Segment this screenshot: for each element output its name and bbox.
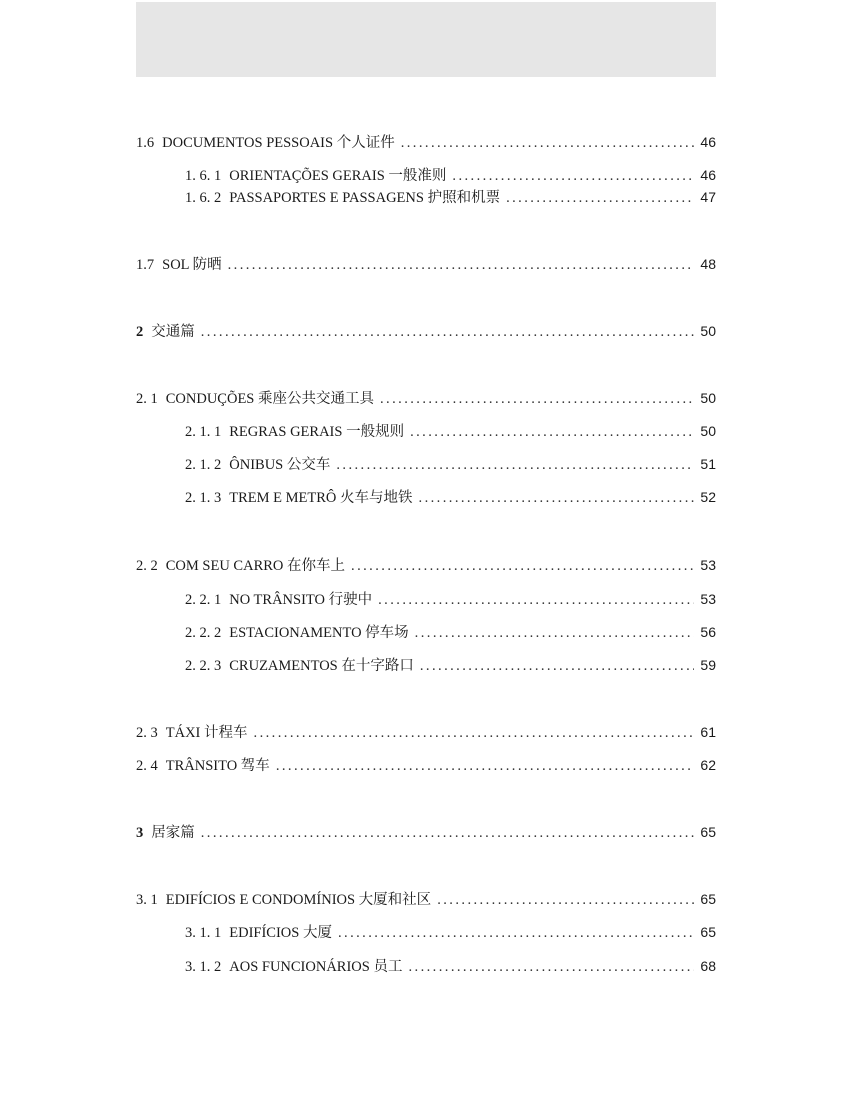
dot-leader bbox=[276, 756, 695, 776]
toc-entry-page: 62 bbox=[700, 757, 716, 773]
toc-entry-2-4[interactable] bbox=[136, 755, 716, 775]
toc-entry-title: ÔNIBUS 公交车 bbox=[229, 457, 331, 473]
toc-entry-title: NO TRÂNSITO 行驶中 bbox=[229, 592, 373, 608]
toc-entry-title: AOS FUNCIONÁRIOS 员工 bbox=[229, 959, 403, 975]
dot-leader bbox=[415, 623, 695, 643]
toc-entry-page: 50 bbox=[700, 423, 716, 439]
toc-entry-number: 2. 3 bbox=[136, 725, 158, 741]
toc-entry-number: 1. 6. 1 bbox=[185, 168, 222, 184]
toc-entry-page: 61 bbox=[700, 724, 716, 740]
dot-leader bbox=[506, 188, 694, 208]
toc-entry-number: 2. 2. 1 bbox=[185, 592, 222, 608]
toc-entry-title: TRÂNSITO 驾车 bbox=[165, 758, 270, 774]
toc-entry-page: 50 bbox=[700, 390, 716, 406]
toc-entry-number: 1. 6. 2 bbox=[185, 190, 222, 206]
toc-entry-number: 3. 1. 2 bbox=[185, 959, 222, 975]
toc-entry-title: REGRAS GERAIS 一般规则 bbox=[229, 424, 405, 440]
dot-leader bbox=[336, 455, 694, 475]
toc-entry-number: 2. 4 bbox=[136, 758, 158, 774]
toc-entry-2-1[interactable] bbox=[136, 388, 716, 408]
dot-leader bbox=[452, 166, 694, 186]
toc-entry-title: PASSAPORTES E PASSAGENS 护照和机票 bbox=[229, 190, 501, 206]
toc-entry-number: 3. 1. 1 bbox=[185, 925, 222, 941]
toc-entry-2-1-2[interactable] bbox=[185, 454, 716, 474]
dot-leader bbox=[338, 923, 694, 943]
toc-entry-3-1-1[interactable] bbox=[185, 922, 716, 942]
dot-leader bbox=[380, 389, 694, 409]
dot-leader bbox=[437, 890, 694, 910]
toc-entry-number: 2. 2. 3 bbox=[185, 658, 222, 674]
toc-entry-number: 2. 1. 1 bbox=[185, 424, 222, 440]
toc-entry-title: EDIFÍCIOS 大厦 bbox=[229, 925, 332, 941]
toc-entry-page: 65 bbox=[700, 891, 716, 907]
toc-entry-number: 3 bbox=[136, 825, 144, 841]
toc-entry-2-2-1[interactable] bbox=[185, 589, 716, 609]
toc-entry-3-1-2[interactable] bbox=[185, 956, 716, 976]
toc-entry-page: 53 bbox=[700, 591, 716, 607]
toc-entry-page: 53 bbox=[700, 557, 716, 573]
dot-leader bbox=[201, 322, 695, 342]
toc-entry-2-2[interactable] bbox=[136, 555, 716, 575]
dot-leader bbox=[201, 823, 695, 843]
toc-entry-1-6[interactable] bbox=[136, 132, 716, 152]
toc-chapter-2[interactable] bbox=[136, 321, 716, 341]
dot-leader bbox=[254, 723, 695, 743]
toc-entry-title: ESTACIONAMENTO 停车场 bbox=[229, 625, 409, 641]
toc-entry-page: 47 bbox=[700, 189, 716, 205]
toc-entry-title: 交通篇 bbox=[151, 324, 195, 340]
toc-entry-1-6-1[interactable] bbox=[185, 165, 716, 185]
toc-entry-title: CONDUÇÕES 乘座公共交通工具 bbox=[165, 391, 374, 407]
toc-entry-2-2-2[interactable] bbox=[185, 622, 716, 642]
dot-leader bbox=[351, 556, 694, 576]
toc-entry-page: 46 bbox=[700, 134, 716, 150]
toc-entry-page: 51 bbox=[700, 456, 716, 472]
toc-entry-page: 59 bbox=[700, 657, 716, 673]
toc-entry-number: 2. 2. 2 bbox=[185, 625, 222, 641]
dot-leader bbox=[420, 656, 695, 676]
toc-entry-title: EDIFÍCIOS E CONDOMÍNIOS 大厦和社区 bbox=[165, 892, 432, 908]
toc-entry-number: 2 bbox=[136, 324, 144, 340]
dot-leader bbox=[378, 590, 694, 610]
toc-entry-number: 2. 1 bbox=[136, 391, 158, 407]
toc-entry-title: COM SEU CARRO 在你车上 bbox=[165, 558, 346, 574]
page-header-band bbox=[136, 2, 716, 77]
toc-entry-page: 65 bbox=[700, 924, 716, 940]
toc-entry-page: 48 bbox=[700, 256, 716, 272]
toc-entry-title: TÁXI 计程车 bbox=[165, 725, 248, 741]
toc-entry-2-1-1[interactable] bbox=[185, 421, 716, 441]
toc-entry-number: 1.7 bbox=[136, 257, 155, 273]
toc-entry-page: 46 bbox=[700, 167, 716, 183]
toc-entry-2-3[interactable] bbox=[136, 722, 716, 742]
toc-entry-title: 居家篇 bbox=[151, 825, 195, 841]
toc-entry-1-7[interactable] bbox=[136, 254, 716, 274]
dot-leader bbox=[419, 488, 695, 508]
toc-entry-page: 52 bbox=[700, 489, 716, 505]
toc-entry-number: 3. 1 bbox=[136, 892, 158, 908]
toc-entry-1-6-2[interactable] bbox=[185, 187, 716, 207]
toc-entry-3-1[interactable] bbox=[136, 889, 716, 909]
dot-leader bbox=[408, 957, 694, 977]
dot-leader bbox=[401, 133, 695, 153]
toc-entry-number: 2. 1. 2 bbox=[185, 457, 222, 473]
toc-entry-title: ORIENTAÇÕES GERAIS 一般准则 bbox=[229, 168, 447, 184]
toc-entry-number: 1.6 bbox=[136, 135, 155, 151]
toc-entry-number: 2. 1. 3 bbox=[185, 490, 222, 506]
toc-entry-number: 2. 2 bbox=[136, 558, 158, 574]
toc-entry-page: 50 bbox=[700, 323, 716, 339]
toc-chapter-3[interactable] bbox=[136, 822, 716, 842]
toc-entry-title: CRUZAMENTOS 在十字路口 bbox=[229, 658, 414, 674]
toc-entry-title: SOL 防晒 bbox=[162, 257, 222, 273]
dot-leader bbox=[410, 422, 694, 442]
toc-entry-title: TREM E METRÔ 火车与地铁 bbox=[229, 490, 413, 506]
toc-entry-2-1-3[interactable] bbox=[185, 487, 716, 507]
toc-entry-2-2-3[interactable] bbox=[185, 655, 716, 675]
toc-entry-page: 56 bbox=[700, 624, 716, 640]
dot-leader bbox=[228, 255, 695, 275]
toc-entry-page: 68 bbox=[700, 958, 716, 974]
toc-entry-title: DOCUMENTOS PESSOAIS 个人证件 bbox=[162, 135, 395, 151]
toc-entry-page: 65 bbox=[700, 824, 716, 840]
